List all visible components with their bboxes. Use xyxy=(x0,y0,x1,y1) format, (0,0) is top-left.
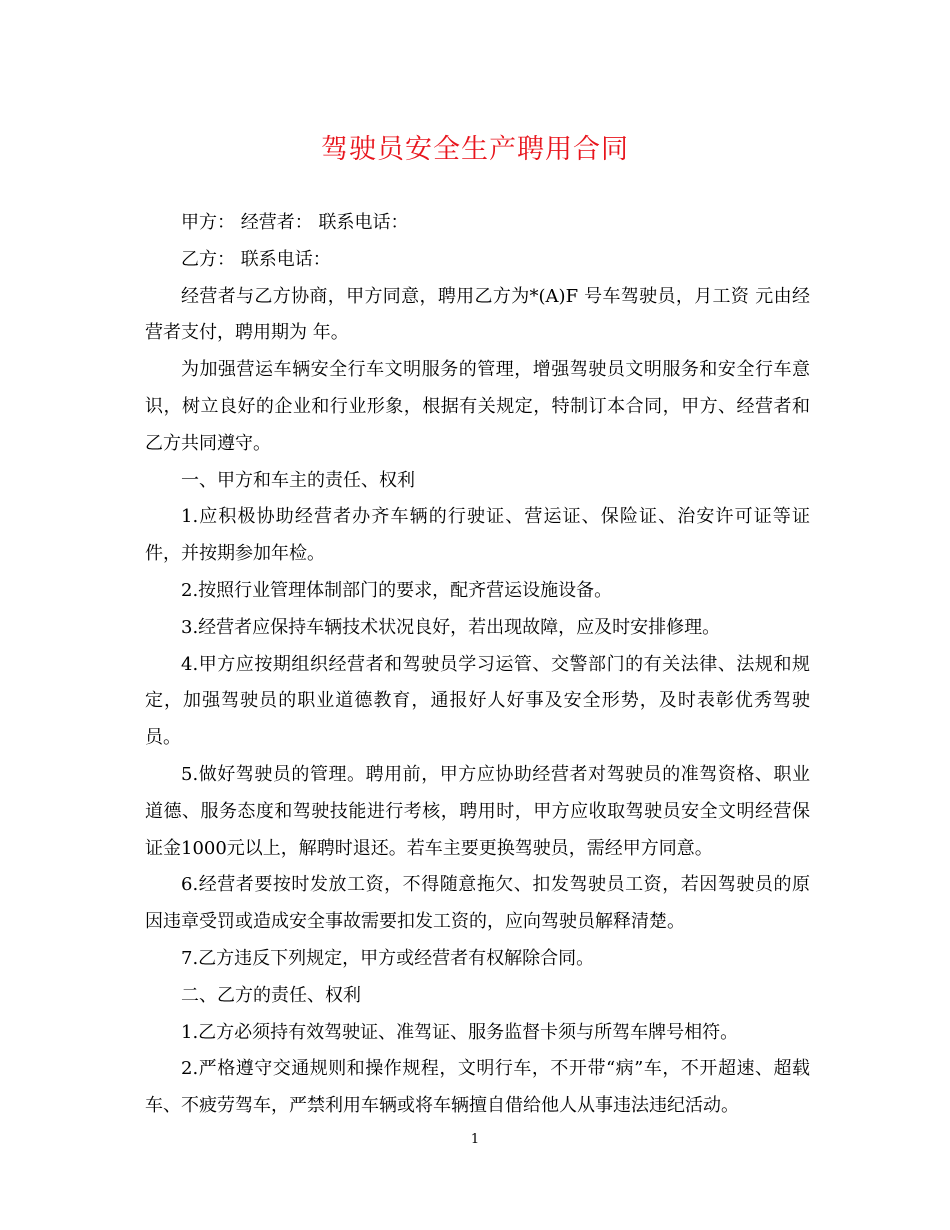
paragraph-party-b: 乙方： 联系电话： xyxy=(181,248,331,270)
clause-a-2: 2.按照行业管理体制部门的要求，配齐营运设施设备。 xyxy=(181,579,613,601)
document-title: 驾驶员安全生产聘用合同 xyxy=(321,134,629,165)
clause-a-4: 4.甲方应按期组织经营者和驾驶员学习运管、交警部门的有关法律、法规和规定，加强驾驶员的职业道德教育，通报好人好事及安全形势，及时表彰优秀驾驶员。 xyxy=(145,653,810,749)
paragraph-purpose: 为加强营运车辆安全行车文明服务的管理，增强驾驶员文明服务和安全行车意识，树立良好的企业和行业形象，根据有关规定，特制订本合同，甲方、经营者和乙方共同遵守。 xyxy=(145,359,810,454)
clause-a-3: 3.经营者应保持车辆技术状况良好，若出现故障，应及时安排修理。 xyxy=(181,616,721,638)
clause-a-5: 5.做好驾驶员的管理。聘用前，甲方应协助经营者对驾驶员的准驾资格、职业道德、服务态度和驾驶技能进行考核，聘用时，甲方应收取驾驶员安全文明经营保证金1000元以上，解聘时退还。若车主要更换驾驶员，需经甲方同意。 xyxy=(145,763,810,859)
clause-b-1: 1.乙方必须持有效驾驶证、准驾证、服务监督卡须与所驾车牌号相符。 xyxy=(181,1021,739,1043)
clause-a-7: 7.乙方违反下列规定，甲方或经营者有权解除合同。 xyxy=(181,947,595,969)
clause-a-1: 1.应积极协助经营者办齐车辆的行驶证、营运证、保险证、治安许可证等证件，并按期参加年检。 xyxy=(145,506,810,565)
document-body xyxy=(145,205,810,1125)
section-heading-party-b: 二、乙方的责任、权利 xyxy=(181,984,361,1006)
paragraph-employment: 经营者与乙方协商，甲方同意，聘用乙方为*(A)F 号车驾驶员，月工资 元由经营者支付，聘用期为 年。 xyxy=(145,285,810,344)
section-heading-party-a: 一、甲方和车主的责任、权利 xyxy=(181,469,415,491)
page-number: 1 xyxy=(470,1132,480,1147)
clause-a-6: 6.经营者要按时发放工资，不得随意拖欠、扣发驾驶员工资，若因驾驶员的原因违章受罚或造成安全事故需要扣发工资的，应向驾驶员解释清楚。 xyxy=(145,874,810,933)
paragraph-party-a: 甲方： 经营者： 联系电话： xyxy=(181,212,409,233)
clause-b-2: 2.严格遵守交通规则和操作规程，文明行车，不开带“病”车，不开超速、超载车、不疲劳驾车，严禁利用车辆或将车辆擅自借给他人从事违法违纪活动。 xyxy=(145,1058,810,1117)
